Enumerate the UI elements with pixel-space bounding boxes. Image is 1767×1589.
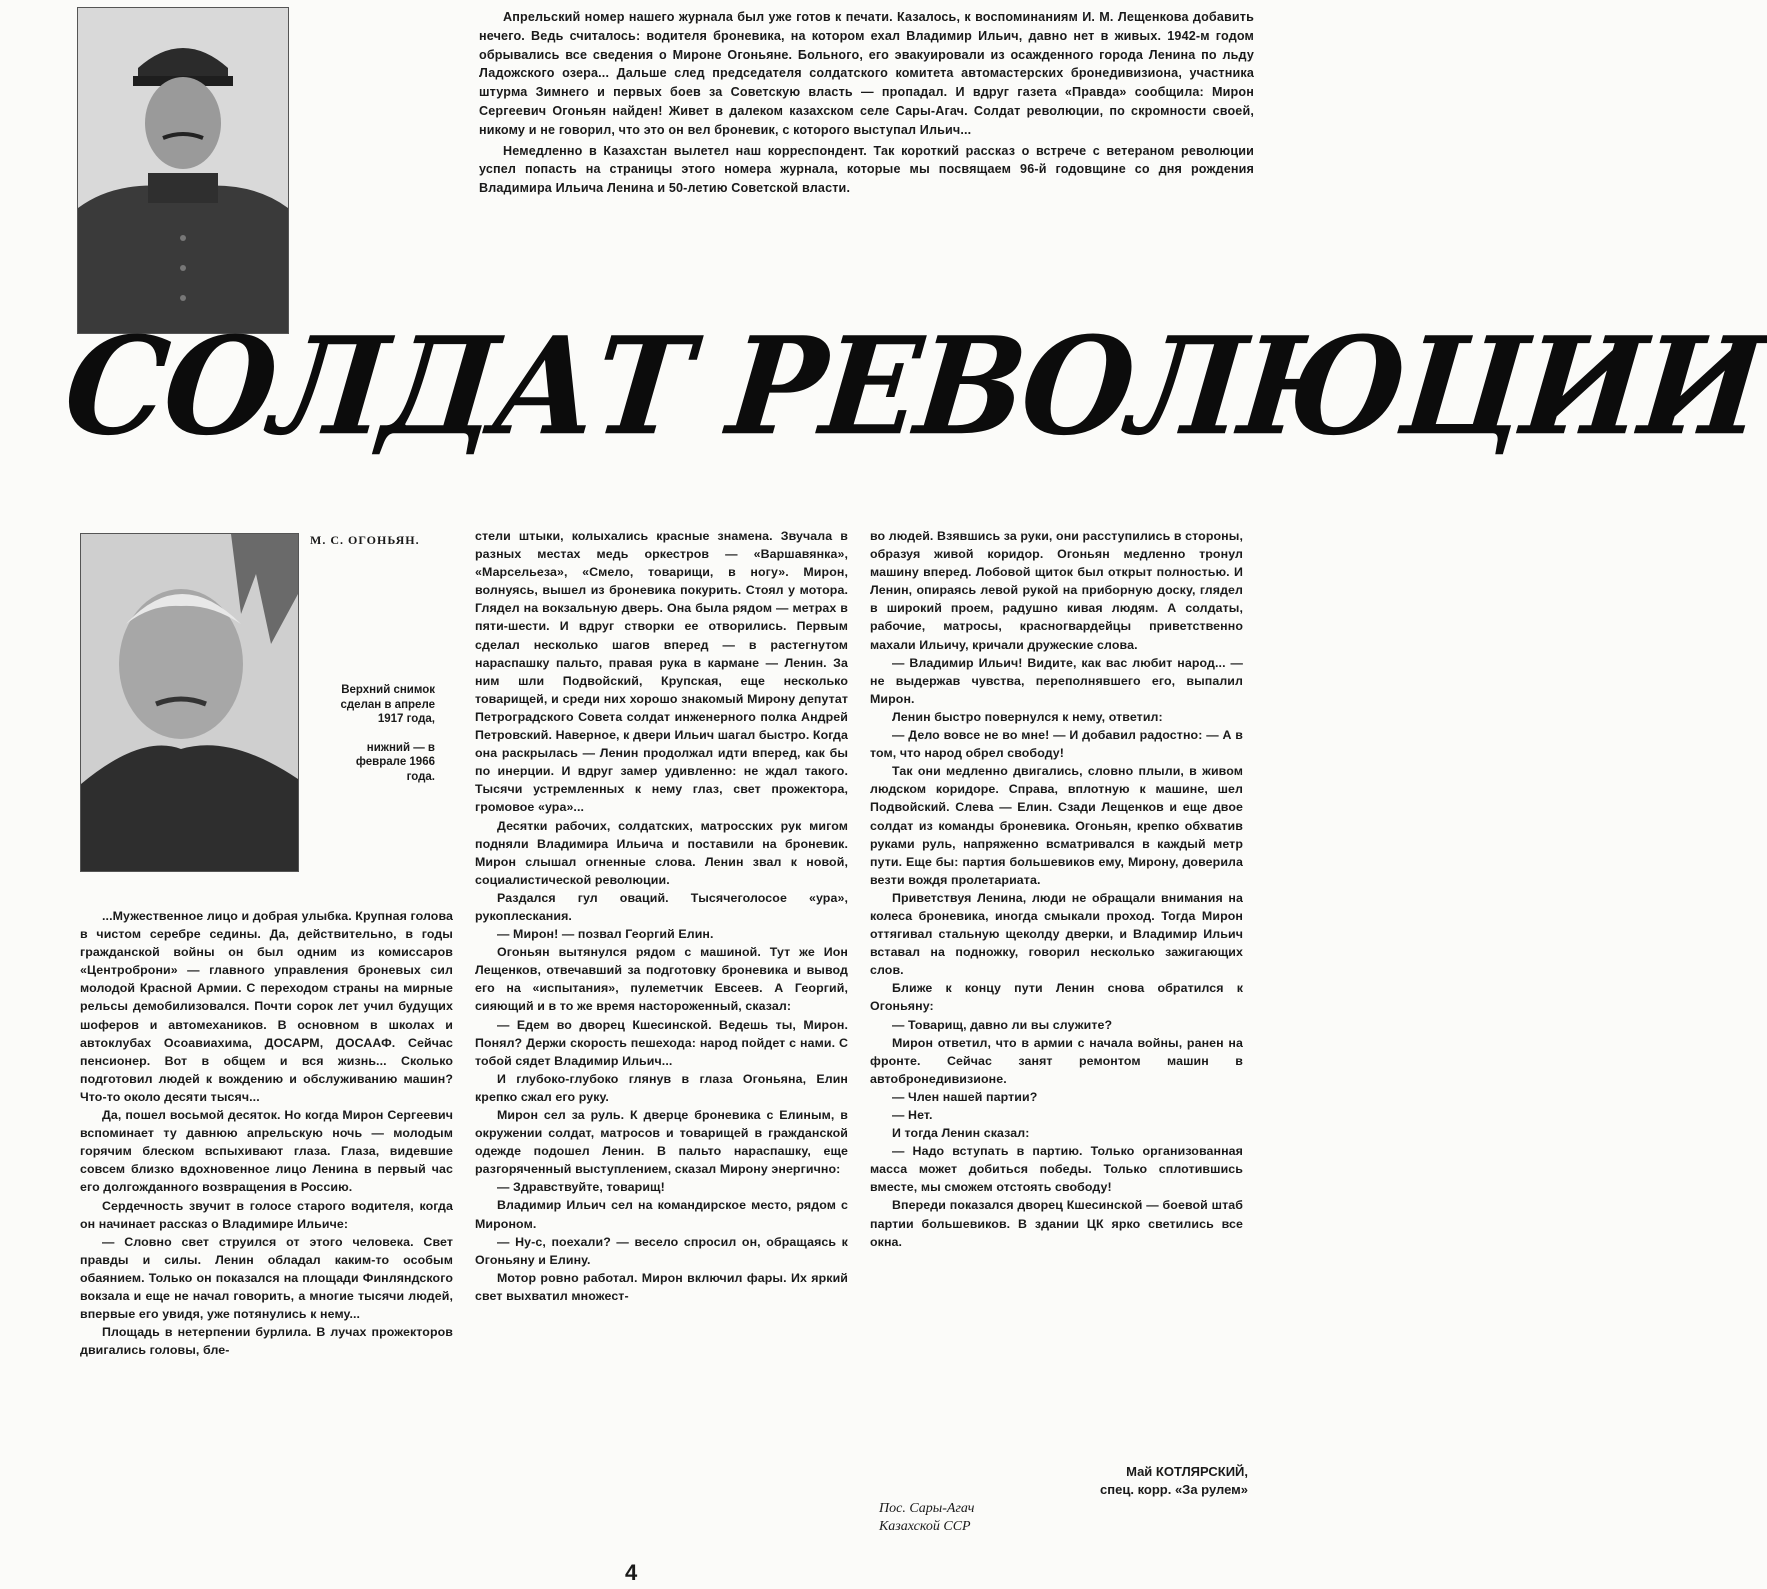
paragraph: — Здравствуйте, товарищ! [497,1180,665,1195]
article-column-1 [80,907,453,1359]
old-man-portrait-image [81,534,298,871]
dateline-place [879,1500,1059,1536]
paragraph: во людей. Взявшись за руки, они расступились в стороны, образуя живой коридор. Огоньян медленно тронул машину вперед. Лобовой щиток был открыт полностью. И Ленин, опираясь левой рукой на приборную доску, глядел в широкий проем, радушно кивая людям. А солдаты, рабочие, матросы, красногвардейцы приветственно махали Ильичу, кричали дружеские слова. [870,529,1243,652]
caption-bottom: нижний — в феврале 1966 года. [355,741,435,783]
page-number: 4 [625,1560,638,1585]
paragraph: Сердечность звучит в голосе старого водителя, когда он начинает рассказ о Владимире Ильиче: [80,1198,453,1231]
soldier-portrait-image [78,8,288,333]
paragraph: — Надо вступать в партию. Только организованная масса может добиться победы. Только сплотившись вместе, мы сможем отстоять свободу! [870,1144,1243,1195]
paragraph: — Нет. [892,1108,933,1122]
paragraph: Да, пошел восьмой десяток. Но когда Мирон Сергеевич вспоминает ту давнюю апрельскую ночь — молодым горячим блеском вспыхивают глаза. Глаза, видевшие совсем близко вдохновенное лицо Ленина в первый час его долгожданного возвращения в Россию. [80,1108,453,1195]
intro-paragraph: Апрельский номер нашего журнала был уже готов к печати. Казалось, к воспоминаниям И. М. Лещенкова добавить нечего. Ведь считалось: водителя броневика, на котором ехал Владимир Ильич, давно нет в живых. 1942-м годом обрывались все сведения о Мироне Огоньяне. Больного, его эвакуировали из осажденного города Ленина по льду Ладожского озера... Дальше след председателя солдатского комитета автомастерских бронедивизиона, участника штурма Зимнего и первых боев за Советскую власть — пропадал. И вдруг газета «Правда» сообщила: Мирон Сергеевич Огоньян найден! Живет в далеком казахском селе Сары-Агач. Солдат революции, по скромности своей, никому и не говорил, что это он вел броневик, с которого выступал Ильич... [479,10,1254,137]
photo-1966-portrait [80,533,299,872]
paragraph: — Дело вовсе не во мне! — И добавил радостно: — А в том, что народ обрел свободу! [870,728,1243,761]
paragraph: Приветствуя Ленина, люди не обращали внимания на колеса броневика, иногда смыкали проход. Тогда Мирон оттягивал стальную щеколду дверки, и Владимир Ильич вставал на подножку, говорил несколько зажигающих слов. [870,890,1243,978]
paragraph: Раздался гул оваций. Тысячеголосое «ура», рукоплескания. [475,890,848,923]
portrait-name: М. С. ОГОНЬЯН. [310,533,420,547]
paragraph: — Член нашей партии? [892,1089,1038,1104]
paragraph: Площадь в нетерпении бурлила. В лучах прожекторов двигались головы, бле- [80,1325,453,1358]
paragraph: И тогда Ленин сказал: [892,1126,1030,1141]
paragraph: Ленин быстро повернулся к нему, ответил: [892,709,1163,724]
paragraph: Владимир Ильич сел на командирское место, рядом с Мироном. [475,1198,848,1231]
paragraph: — Едем во дворец Кшесинской. Ведешь ты, Мирон. Понял? Держи скорость пешехода: народ пойдет с нами. С тобой сядет Владимир Ильич... [475,1017,848,1068]
paragraph: Мотор ровно работал. Мирон включил фары. Их яркий свет выхватил множест- [475,1270,848,1303]
paragraph: — Товарищ, давно ли вы служите? [892,1017,1113,1032]
paragraph: — Ну-с, поехали? — весело спросил он, обращаясь к Огоньяну и Елину. [475,1234,848,1267]
photo-caption [335,683,435,798]
paragraph: Ближе к концу пути Ленин снова обратился к Огоньяну: [870,981,1243,1014]
intro-paragraph: Немедленно в Казахстан вылетел наш корреспондент. Так короткий рассказ о встрече с ветераном революции успел попасть на страницы этого номера журнала, которые мы посвящаем 96-й годовщине со дня рождения Владимира Ильича Ленина и 50-летию Советской власти. [479,143,1254,196]
article-column-2 [475,527,848,1305]
author-role: спец. корр. «За рулем» [1100,1482,1248,1497]
paragraph: стели штыки, колыхались красные знамена. Звучала в разных местах медь оркестров — «Варшавянка», «Марсельеза», «Смело, товарищи, в ногу». Мирон, волнуясь, вышел из броневика покурить. Стоял у мотора. Глядел на вокзальную дверь. Она была рядом — метрах в пяти-шести. И вдруг створки ее отворились. Первым сделал несколько шагов вперед — в растегнутом нараспашку пальто, правая рука в кармане — Ленин. За ним шли Подвойский, Крупская, еще несколько товарищей, и среди них хорошо знакомый Мирону депутат Петроградского Совета солдат инженерного полка Андрей Петровский. Наверное, к двери Ильич шагал быстро. Когда она раскрылась — Ленин продолжал идти вперед, как бы по инерции. И вдруг замер удивленно: не ждал такого. Тысячи устремленных к нему глаз, свет прожектора, громовое «ура»... [475,529,848,815]
paragraph: Впереди показался дворец Кшесинской — боевой штаб партии большевиков. В здании ЦК ярко светились все окна. [870,1198,1243,1249]
paragraph: И глубоко-глубоко глянув в глаза Огоньяна, Елин крепко сжал его руку. [475,1071,848,1104]
caption-top: Верхний снимок сделан в апреле 1917 года, [340,684,435,725]
place-line-2: Казахской ССР [879,1519,971,1534]
paragraph: — Мирон! — позвал Георгий Елин. [497,927,714,942]
paragraph: Огоньян вытянулся рядом с машиной. Тут же Ион Лещенков, отвечавший за подготовку броневика и вывод его на «испытания», пулеметчик Евсеев. А Георгий, сияющий и в то же время настороженный, сказал: [475,945,848,1014]
paragraph: Десятки рабочих, солдатских, матросских рук мигом подняли Владимира Ильича и поставили на броневик. Мирон слышал огненные слова. Ленин звал к новой, социалистической революции. [475,818,848,887]
paragraph: Мирон сел за руль. К дверце броневика с Елиным, в окружении солдат, матросов и товарищей в гражданской одежде подошел Ленин. В пальто нараспашку, еще разгоряченный выступлением, сказал Мирону энергично: [475,1108,848,1177]
intro-block [479,8,1254,200]
author-name: Май КОТЛЯРСКИЙ, [1126,1464,1248,1479]
place-line-1: Пос. Сары-Агач [879,1501,975,1516]
article-column-3 [870,527,1243,1251]
paragraph: Мирон ответил, что в армии с начала войны, ранен на фронте. Сейчас занят ремонтом машин в автобронедивизионе. [870,1035,1243,1086]
photo-1917-portrait [77,7,289,334]
paragraph: — Владимир Ильич! Видите, как вас любит народ... — не выдержав чувства, переполнявшего его, выпалил Мирон. [870,655,1243,706]
paragraph: Так они медленно двигались, словно плыли, в живом людском коридоре. Справа, вплотную к машине, шел Подвойский. Слева — Елин. Сзади Лещенков и еще двое солдат из команды броневика. Огоньян, крепко обхватив руками руль, напряженно всматривался в каждый метр пути. Еще бы: партия большевиков ему, Мирону, доверила везти вождя пролетариата. [870,764,1243,887]
author-signature [1005,1463,1248,1499]
paragraph: — Словно свет струился от этого человека. Свет правды и силы. Ленин обладал каким-то особым обаянием. Только он показался на площади Финляндского вокзала и еще не начал говорить, а многие тысячи людей, впервые его увидя, уже потянулись к нему... [80,1234,453,1322]
paragraph: ...Мужественное лицо и добрая улыбка. Крупная голова в чистом серебре седины. Да, действительно, в годы гражданской войны он был одним из комиссаров «Центроброни» — главного управления броневых сил молодой Красной Армии. С переходом страны на мирные рельсы демобилизовался. Почти сорок лет учил будущих шоферов и автомехаников. В основном в школах и автоклубах Осоавиахима, ДОСАРМ, ДОСААФ. Сейчас пенсионер. Вот в общем и вся жизнь... Сколько подготовил людей к вождению и обслуживанию машин? Что-то около десяти тысяч... [80,909,453,1104]
article-headline: СОЛДАТ РЕВОЛЮЦИИ [58,308,1767,466]
